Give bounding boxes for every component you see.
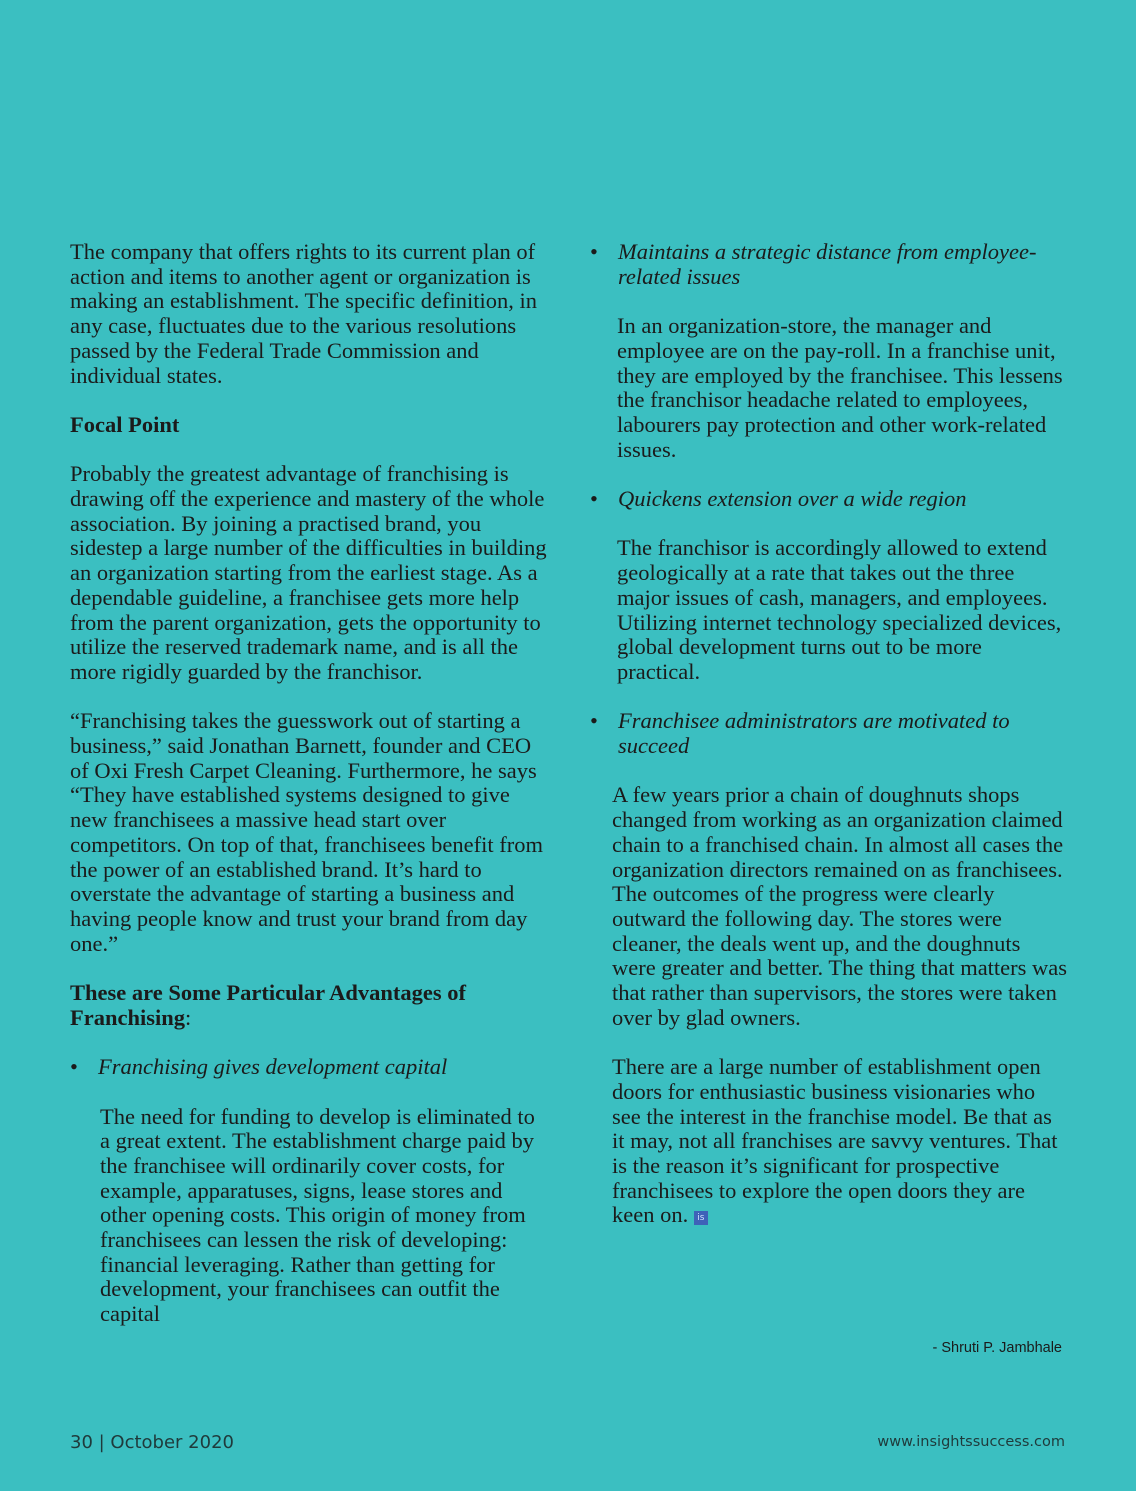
development-capital-body: The need for funding to develop is eliminated to a great extent. The establishment charge paid by the franchisee will ordinarily cover costs, for example, apparatuses, signs, lease stores and other opening costs. This origin of money from franchisees can lessen the risk of developing: financial leveraging. Rather than getting for development, your franchisees can outfit the capital xyxy=(100,1103,535,1327)
advantages-heading xyxy=(70,981,548,1030)
bullet-label: Quickens extension over a wide region xyxy=(618,486,967,511)
bullet-icon: • xyxy=(590,239,598,264)
bullet-label: Franchising gives development capital xyxy=(98,1054,448,1080)
website-url: www.insightssuccess.com xyxy=(877,1434,1065,1450)
end-mark-icon: is xyxy=(694,1211,708,1225)
page-number-date: 30 | October 2020 xyxy=(70,1432,234,1453)
motivated-body: A few years prior a chain of doughnuts shops changed from working as an organization claimed chain to a franchised chain. In almost all cases the organization directors remained on as franchisees. The outcomes of the progress were clearly outward the following day. The stores were cleaner, the deals went up, and the doughnuts were greater and better. The thing that matters was that rather than supervisors, the stores were taken over by glad owners. xyxy=(612,782,1068,1030)
bullet-development-capital xyxy=(70,1055,548,1080)
bullet-label: Franchisee administrators are motivated to succeed xyxy=(618,708,1010,758)
bullet-extension xyxy=(590,487,1068,512)
bullet-icon: • xyxy=(590,486,598,511)
bullet-motivated xyxy=(590,709,1068,758)
bullet-icon: • xyxy=(70,1054,78,1080)
focal-point-heading: Focal Point xyxy=(70,411,180,437)
quote-paragraph: “Franchising takes the guesswork out of starting a business,” said Jonathan Barnett, founder and CEO of Oxi Fresh Carpet Cleaning. Furthermore, he says “They have established systems designed to give new franchisees a massive head start over competitors. On top of that, franchisees benefit from the power of an established brand. It’s hard to overstate the advantage of starting a business and having people know and trust your brand from day one.” xyxy=(70,708,543,956)
intro-paragraph: The company that offers rights to its current plan of action and items to another agent or organization is making an establishment. The specific definition, in any case, fluctuates due to the various resolutions passed by the Federal Trade Commission and individual states. xyxy=(70,239,537,388)
advantages-heading-text: These are Some Particular Advantages of Franchising xyxy=(70,980,467,1030)
right-column xyxy=(590,240,1068,1253)
bullet-label: Maintains a strategic distance from employee-related issues xyxy=(618,239,1037,289)
employee-issues-body: In an organization-store, the manager and employee are on the pay-roll. In a franchise unit, they are employed by the franchisee. This lessens the franchisor headache related to employees, labourers pay protection and other work-related issues. xyxy=(617,313,1063,462)
experience-paragraph: Probably the greatest advantage of franchising is drawing off the experience and mastery of the whole association. By joining a practised brand, you sidestep a large number of the difficulties in building an organization starting from the earliest stage. As a dependable guideline, a franchisee gets more help from the parent organization, gets the opportunity to utilize the reserved trademark name, and is all the more rigidly guarded by the franchisor. xyxy=(70,461,547,684)
advantages-heading-colon: : xyxy=(185,1004,192,1030)
closing-text: There are a large number of establishment open doors for enthusiastic business visionaries who see the interest in the franchise model. Be that as it may, not all franchises are savvy ventures. That is the reason it’s significant for prospective franchisees to explore the open doors they are keen on. xyxy=(612,1054,1058,1228)
extension-body: The franchisor is accordingly allowed to extend geologically at a rate that takes out the three major issues of cash, managers, and employees. Utilizing internet technology specialized devices, global development turns out to be more practical. xyxy=(617,535,1062,684)
bullet-icon: • xyxy=(590,708,598,734)
closing-paragraph xyxy=(590,1055,1068,1228)
bullet-employee-issues xyxy=(590,240,1068,289)
left-column xyxy=(70,240,548,1352)
author-credit: - Shruti P. Jambhale xyxy=(932,1340,1062,1356)
